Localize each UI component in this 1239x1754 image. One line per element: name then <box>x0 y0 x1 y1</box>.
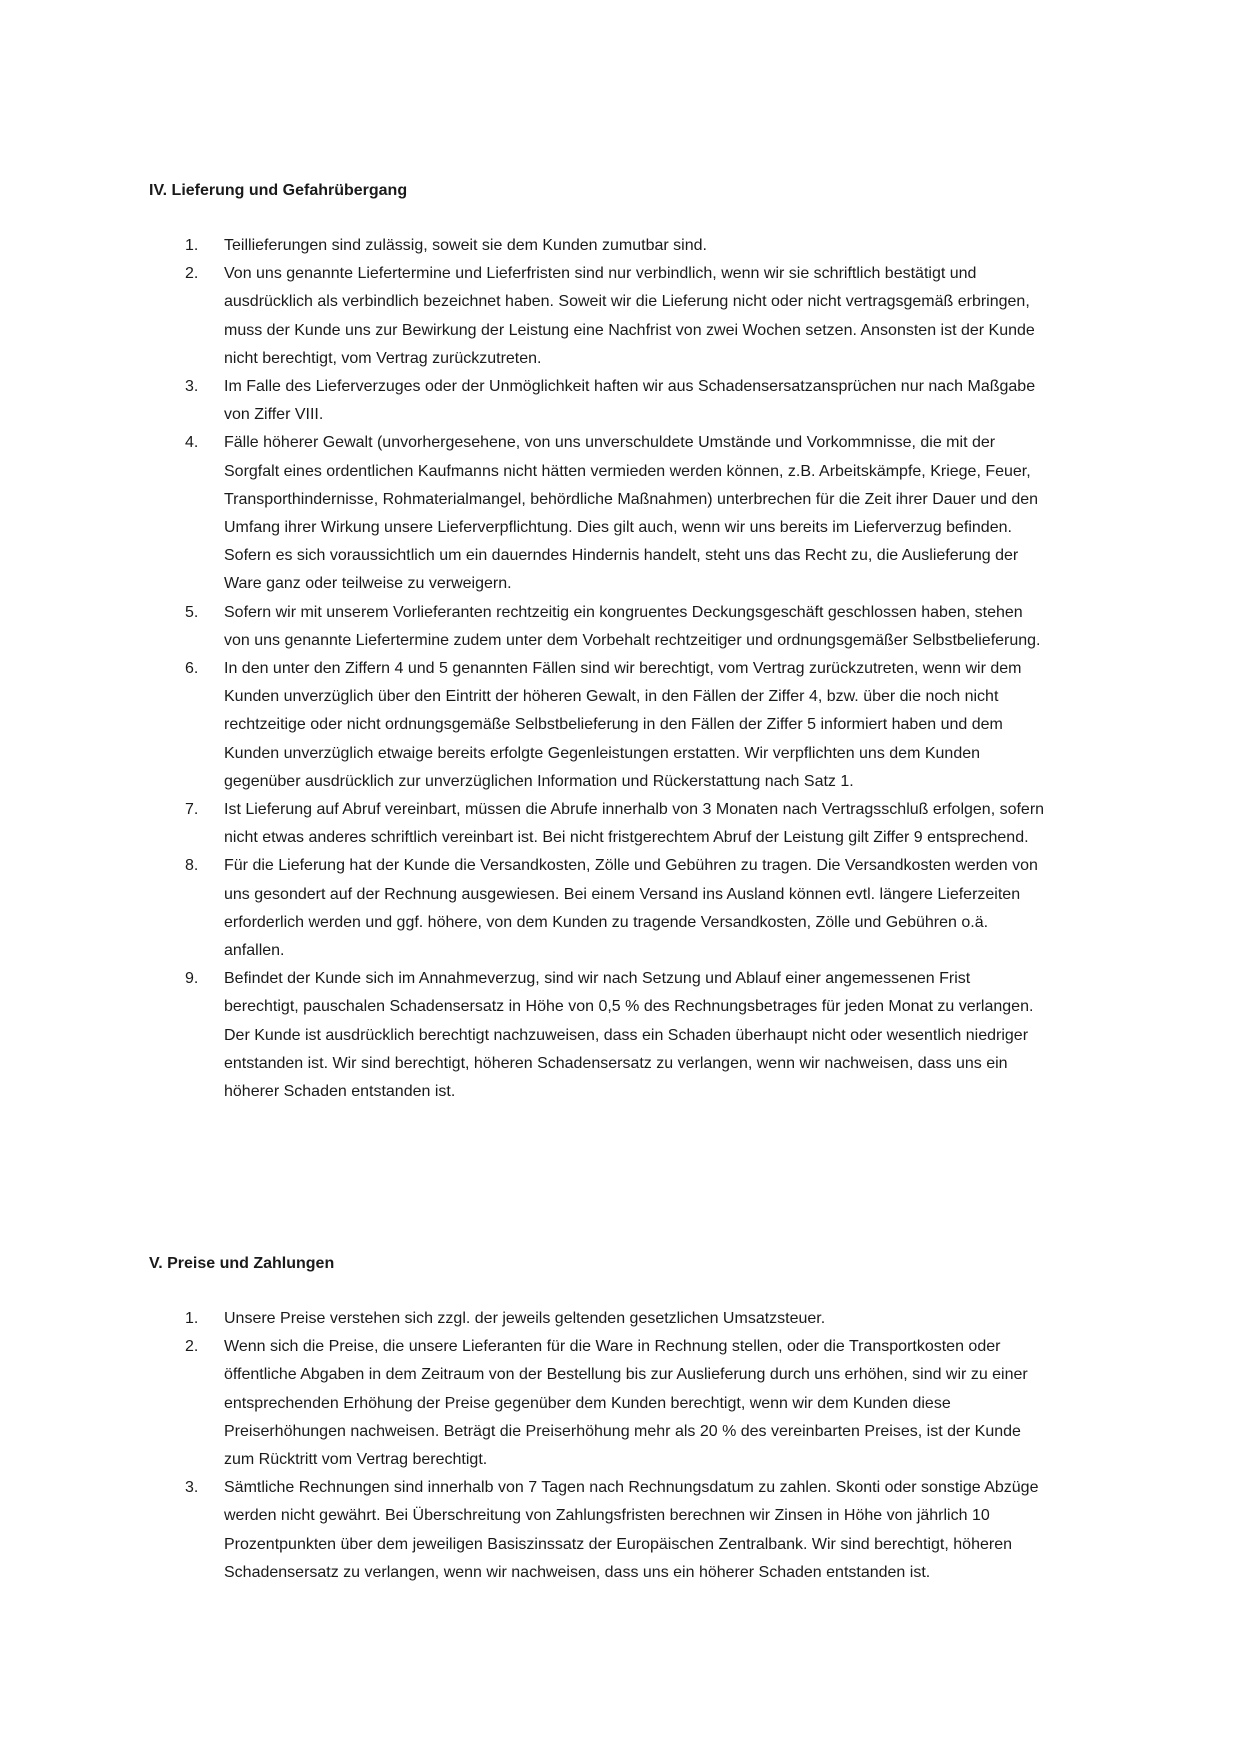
section-title: V. Preise und Zahlungen <box>149 1255 335 1272</box>
item-text: Von uns genannte Liefertermine und Lieferfristen sind nur verbindlich, wenn wir sie schriftlich bestätigt und ausdrücklich als verbindlich bezeichnet haben. Soweit wir die Lieferung nicht oder nicht vertragsgemäß erbringen, muss der Kunde uns zur Bewirkung der Leistung eine Nachfrist von zwei Wochen setzen. Ansonsten ist der Kunde nicht berechtigt, vom Vertrag zurückzutreten. <box>224 265 1035 367</box>
list-item <box>149 232 1049 260</box>
section-delivery <box>149 181 1049 1106</box>
item-number: 5. <box>185 603 199 621</box>
item-text: Sämtliche Rechnungen sind innerhalb von 7 Tagen nach Rechnungsdatum zu zahlen. Skonti oder sonstige Abzüge werden nicht gewährt. Bei Überschreitung von Zahlungsfristen berechnen wir Zinsen in Höhe von jährlich 10 Prozentpunkten über dem jeweiligen Basiszinssatz der Europäischen Zentralbank. Wir sind berechtigt, höheren Schadensersatz zu verlangen, wenn wir nachweisen, dass uns ein höherer Schaden entstanden ist. <box>224 1479 1039 1581</box>
item-number: 3. <box>185 378 199 396</box>
item-text: Im Falle des Lieferverzuges oder der Unmöglichkeit haften wir aus Schadensersatzansprüchen nur nach Maßgabe von Ziffer VIII. <box>224 378 1036 424</box>
item-text: Für die Lieferung hat der Kunde die Versandkosten, Zölle und Gebühren zu tragen. Die Versandkosten werden von uns gesondert auf der Rechnung ausgewiesen. Bei einem Versand ins Ausland können evtl. längere Lieferzeiten erforderlich werden und ggf. höhere, von dem Kunden zu tragende Versandkosten, Zölle und Gebühren o.ä. anfallen. <box>224 857 1038 960</box>
numbered-list <box>149 1305 1049 1587</box>
item-number: 1. <box>185 237 199 254</box>
list-item <box>149 1474 1049 1587</box>
item-text: Ist Lieferung auf Abruf vereinbart, müssen die Abrufe innerhalb von 3 Monaten nach Vertragsschluß erfolgen, sofern nicht etwas anderes schriftlich vereinbart ist. Bei nicht fristgerechtem Abruf der Leistung gilt Ziffer 9 entsprechend. <box>224 801 1045 847</box>
list-item <box>149 965 1049 1106</box>
list-item <box>149 796 1049 852</box>
item-number: 9. <box>185 970 199 988</box>
section-prices <box>149 1254 1049 1587</box>
list-item <box>149 429 1049 598</box>
list-item <box>149 599 1049 655</box>
item-text: Teillieferungen sind zulässig, soweit sie dem Kunden zumutbar sind. <box>224 237 707 254</box>
item-text: Unsere Preise verstehen sich zzgl. der jeweils geltenden gesetzlichen Umsatzsteuer. <box>224 1310 826 1327</box>
item-text: In den unter den Ziffern 4 und 5 genannten Fällen sind wir berechtigt, vom Vertrag zurückzutreten, wenn wir dem Kunden unverzüglich über den Eintritt der höheren Gewalt, in den Fällen der Ziffer 4, bzw. über die noch nicht rechtzeitige oder nicht ordnungsgemäße Selbstbelieferung in den Fällen der Ziffer 5 informiert haben und dem Kunden unverzüglich etwaige bereits erfolgte Gegenleistungen erstatten. Wir verpflichten uns dem Kunden gegenüber ausdrücklich zur unverzüglichen Information und Rückerstattung nach Satz 1. <box>224 660 1022 790</box>
list-item <box>149 373 1049 429</box>
item-number: 1. <box>185 1310 199 1327</box>
list-item <box>149 260 1049 373</box>
section-title: IV. Lieferung und Gefahrübergang <box>149 182 408 199</box>
item-text: Fälle höherer Gewalt (unvorhergesehene, von uns unverschuldete Umstände und Vorkommnisse, die mit der Sorgfalt eines ordentlichen Kaufmanns nicht hätten vermieden werden können, z.B. Arbeitskämpfe, Kriege, Feuer, Transporthindernisse, Rohmaterialmangel, behördliche Maßnahmen) unterbrechen für die Zeit ihrer Dauer und den Umfang ihrer Wirkung unsere Lieferverpflichtung. Dies gilt auch, wenn wir uns bereits im Lieferverzug befinden. Sofern es sich voraussichtlich um ein dauerndes Hindernis handelt, steht uns das Recht zu, die Auslieferung der Ware ganz oder teilweise zu verweigern. <box>224 434 1039 593</box>
item-text: Befindet der Kunde sich im Annahmeverzug, sind wir nach Setzung und Ablauf einer angemessenen Frist berechtigt, pauschalen Schadensersatz in Höhe von 0,5 % des Rechnungsbetrages für jeden Monat zu verlangen. Der Kunde ist ausdrücklich berechtigt nachzuweisen, dass ein Schaden überhaupt nicht oder wesentlich niedriger entstanden ist. Wir sind berechtigt, höheren Schadensersatz zu verlangen, wenn wir nachweisen, dass uns ein höherer Schaden entstanden ist. <box>224 970 1034 1101</box>
item-number: 7. <box>185 801 199 819</box>
item-number: 6. <box>185 660 199 678</box>
list-item <box>149 655 1049 796</box>
item-number: 2. <box>185 1338 199 1356</box>
item-number: 4. <box>185 434 199 452</box>
item-text: Wenn sich die Preise, die unsere Lieferanten für die Ware in Rechnung stellen, oder die Transportkosten oder öffentliche Abgaben in dem Zeitraum von der Bestellung bis zur Auslieferung durch uns erhöhen, sind wir zu einer entsprechenden Erhöhung der Preise gegenüber dem Kunden berechtigt, wenn wir dem Kunden diese Preiserhöhungen nachweisen. Beträgt die Preiserhöhung mehr als 20 % des vereinbarten Preises, ist der Kunde zum Rücktritt vom Vertrag berechtigt. <box>224 1338 1028 1469</box>
list-item <box>149 1333 1049 1474</box>
list-item <box>149 852 1049 965</box>
item-number: 3. <box>185 1479 199 1497</box>
item-text: Sofern wir mit unserem Vorlieferanten rechtzeitig ein kongruentes Deckungsgeschäft geschlossen haben, stehen von uns genannte Liefertermine zudem unter dem Vorbehalt rechtzeitiger und ordnungsgemäßer Selbstbelieferung. <box>224 603 1041 649</box>
item-number: 2. <box>185 265 199 283</box>
numbered-list <box>149 232 1049 1106</box>
list-item <box>149 1305 1049 1333</box>
item-number: 8. <box>185 857 199 875</box>
